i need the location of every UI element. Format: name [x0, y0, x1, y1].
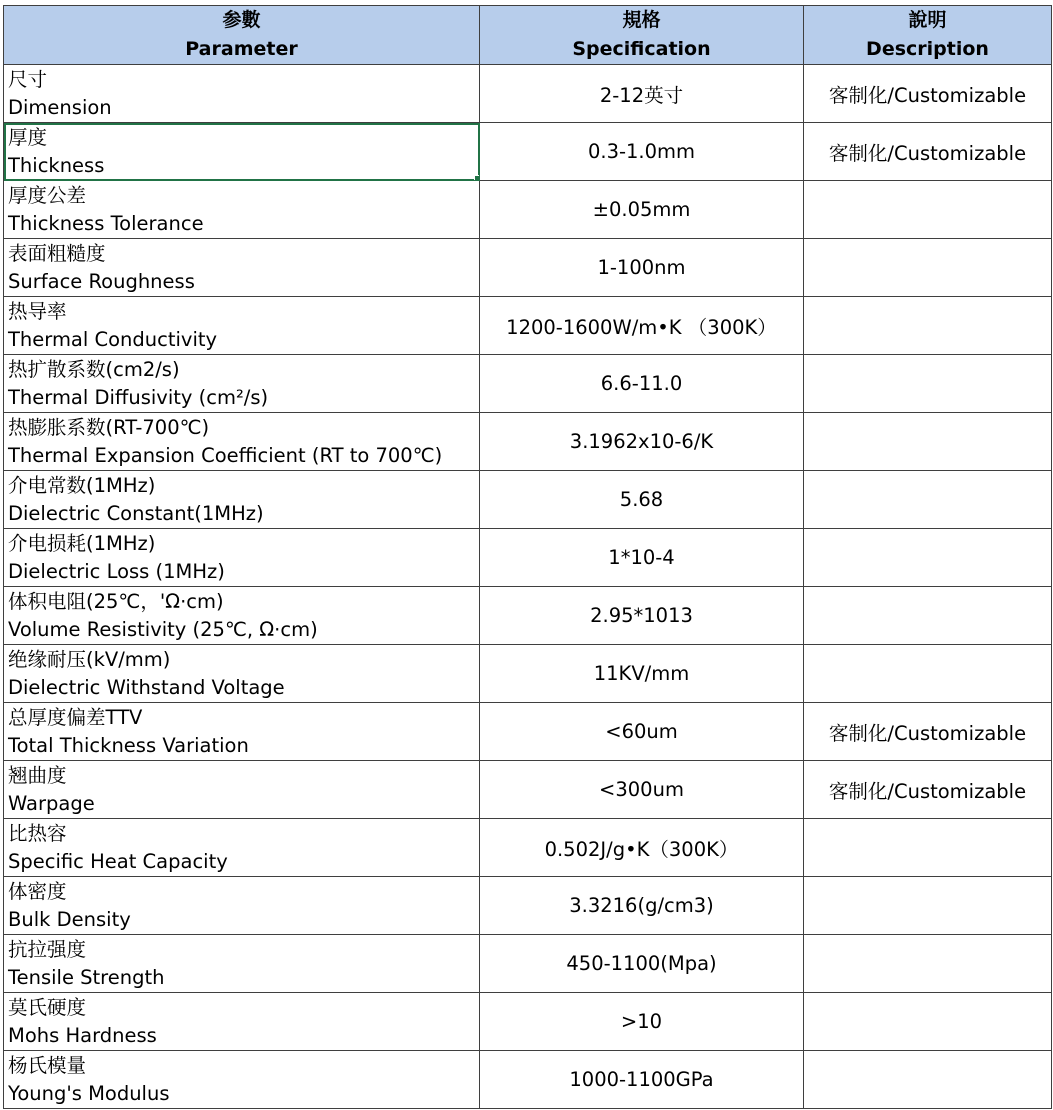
parameter-en: Young's Modulus	[8, 1081, 170, 1105]
table-row	[4, 587, 1052, 645]
parameter-zh: 莫氏硬度	[8, 995, 87, 1019]
parameters-table	[3, 5, 1052, 1109]
description-cell[interactable]	[804, 993, 1052, 1051]
parameter-en: Dielectric Withstand Voltage	[8, 675, 285, 699]
description-cell[interactable]	[804, 529, 1052, 587]
table-row	[4, 471, 1052, 529]
header-row	[4, 6, 1052, 65]
parameter-en: Total Thickness Variation	[8, 733, 249, 757]
parameter-zh: 杨氏模量	[8, 1053, 87, 1077]
spreadsheet-area	[3, 5, 1051, 1109]
fill-handle[interactable]	[474, 175, 480, 181]
description-cell[interactable]: 客制化/Customizable	[804, 761, 1052, 819]
parameter-en: Bulk Density	[8, 907, 131, 931]
parameter-en: Thickness	[8, 153, 105, 177]
parameter-en: Volume Resistivity (25℃, Ω·cm)	[8, 617, 318, 641]
specification-cell[interactable]: 1-100nm	[480, 239, 804, 297]
specification-cell[interactable]: >10	[480, 993, 804, 1051]
parameter-cell[interactable]	[4, 877, 480, 935]
parameter-en: Warpage	[8, 791, 95, 815]
table-row	[4, 935, 1052, 993]
parameter-cell[interactable]	[4, 65, 480, 123]
table-row	[4, 239, 1052, 297]
description-cell[interactable]: 客制化/Customizable	[804, 123, 1052, 181]
parameter-en: Specific Heat Capacity	[8, 849, 228, 873]
table-row	[4, 993, 1052, 1051]
description-cell[interactable]	[804, 645, 1052, 703]
parameter-cell[interactable]	[4, 761, 480, 819]
table-row	[4, 703, 1052, 761]
parameter-cell[interactable]	[4, 471, 480, 529]
table-row	[4, 1051, 1052, 1109]
parameter-zh: 总厚度偏差TTV	[8, 705, 143, 729]
parameter-en: Tensile Strength	[8, 965, 165, 989]
parameter-zh: 热膨胀系数(RT-700℃)	[8, 415, 210, 439]
header-parameter-cell[interactable]	[4, 6, 480, 65]
table-row	[4, 761, 1052, 819]
parameter-zh: 体积电阻(25℃，'Ω·cm)	[8, 589, 224, 613]
parameter-en: Dimension	[8, 95, 112, 119]
parameter-cell[interactable]	[4, 1051, 480, 1109]
table-row	[4, 297, 1052, 355]
table-row	[4, 355, 1052, 413]
parameter-cell[interactable]	[4, 587, 480, 645]
parameter-en: Thermal Expansion Coefficient (RT to 700℃)	[8, 443, 443, 467]
description-cell[interactable]	[804, 413, 1052, 471]
table-row	[4, 123, 1052, 181]
table-row	[4, 819, 1052, 877]
header-parameter-en: Parameter	[185, 38, 298, 60]
parameter-cell[interactable]	[4, 181, 480, 239]
parameter-cell[interactable]	[4, 529, 480, 587]
parameter-zh: 比热容	[8, 821, 67, 845]
description-cell[interactable]	[804, 587, 1052, 645]
table-body	[4, 65, 1052, 1109]
header-description-cell[interactable]	[804, 6, 1052, 65]
parameter-cell[interactable]	[4, 703, 480, 761]
specification-cell[interactable]: <300um	[480, 761, 804, 819]
header-specification-zh: 規格	[622, 9, 661, 31]
table-row	[4, 181, 1052, 239]
specification-cell[interactable]: 2.95*1013	[480, 587, 804, 645]
specification-cell[interactable]: 1000-1100GPa	[480, 1051, 804, 1109]
parameter-zh: 热扩散系数(cm2/s)	[8, 357, 180, 381]
table-row	[4, 529, 1052, 587]
specification-cell[interactable]: 2-12英寸	[480, 65, 804, 123]
parameter-en: Surface Roughness	[8, 269, 195, 293]
description-cell[interactable]: 客制化/Customizable	[804, 65, 1052, 123]
table-row	[4, 645, 1052, 703]
parameter-zh: 表面粗糙度	[8, 241, 106, 265]
parameter-cell[interactable]	[4, 355, 480, 413]
parameter-zh: 绝缘耐压(kV/mm)	[8, 647, 171, 671]
parameter-zh: 热导率	[8, 299, 67, 323]
parameter-zh: 抗拉强度	[8, 937, 87, 961]
parameter-en: Dielectric Loss (1MHz)	[8, 559, 225, 583]
description-cell[interactable]	[804, 935, 1052, 993]
parameter-cell[interactable]	[4, 297, 480, 355]
specification-cell[interactable]: 5.68	[480, 471, 804, 529]
parameter-zh: 尺寸	[8, 67, 48, 91]
parameter-cell[interactable]	[4, 935, 480, 993]
description-cell[interactable]	[804, 181, 1052, 239]
header-description-zh: 說明	[908, 9, 947, 31]
specification-cell[interactable]: 450-1100(Mpa)	[480, 935, 804, 993]
header-description-en: Description	[866, 38, 989, 60]
specification-cell[interactable]: 3.1962x10-6/K	[480, 413, 804, 471]
parameter-cell[interactable]	[4, 819, 480, 877]
header-specification-en: Specification	[572, 38, 711, 60]
description-cell[interactable]	[804, 1051, 1052, 1109]
table-row	[4, 413, 1052, 471]
parameter-cell[interactable]	[4, 413, 480, 471]
specification-cell[interactable]: 6.6-11.0	[480, 355, 804, 413]
parameter-en: Thermal Diffusivity (cm²/s)	[8, 385, 269, 409]
description-cell[interactable]	[804, 297, 1052, 355]
parameter-zh: 厚度公差	[8, 183, 87, 207]
parameter-cell[interactable]	[4, 239, 480, 297]
parameter-en: Thickness Tolerance	[8, 211, 204, 235]
description-cell[interactable]	[804, 471, 1052, 529]
parameter-zh: 介电常数(1MHz)	[8, 473, 156, 497]
description-cell[interactable]	[804, 239, 1052, 297]
specification-cell[interactable]: 11KV/mm	[480, 645, 804, 703]
parameter-en: Dielectric Constant(1MHz)	[8, 501, 264, 525]
table-row	[4, 65, 1052, 123]
specification-cell[interactable]: ±0.05mm	[480, 181, 804, 239]
specification-cell[interactable]: 0.502J/g•K（300K）	[480, 819, 804, 877]
specification-cell[interactable]: <60um	[480, 703, 804, 761]
description-cell[interactable]	[804, 877, 1052, 935]
header-parameter-zh: 参數	[222, 9, 261, 31]
parameter-en: Thermal Conductivity	[8, 327, 218, 351]
table-row	[4, 877, 1052, 935]
description-cell[interactable]	[804, 355, 1052, 413]
description-cell[interactable]: 客制化/Customizable	[804, 703, 1052, 761]
parameter-cell[interactable]	[4, 993, 480, 1051]
specification-cell[interactable]: 1*10-4	[480, 529, 804, 587]
parameter-zh: 体密度	[8, 879, 67, 903]
specification-cell[interactable]: 0.3-1.0mm	[480, 123, 804, 181]
parameter-cell[interactable]	[4, 645, 480, 703]
specification-cell[interactable]: 1200-1600W/m•K （300K）	[480, 297, 804, 355]
parameter-zh: 厚度	[8, 125, 48, 149]
parameter-cell-selected[interactable]	[4, 123, 480, 181]
specification-cell[interactable]: 3.3216(g/cm3)	[480, 877, 804, 935]
description-cell[interactable]	[804, 819, 1052, 877]
header-specification-cell[interactable]	[480, 6, 804, 65]
parameter-zh: 翘曲度	[8, 763, 67, 787]
parameter-en: Mohs Hardness	[8, 1023, 157, 1047]
parameter-zh: 介电损耗(1MHz)	[8, 531, 156, 555]
